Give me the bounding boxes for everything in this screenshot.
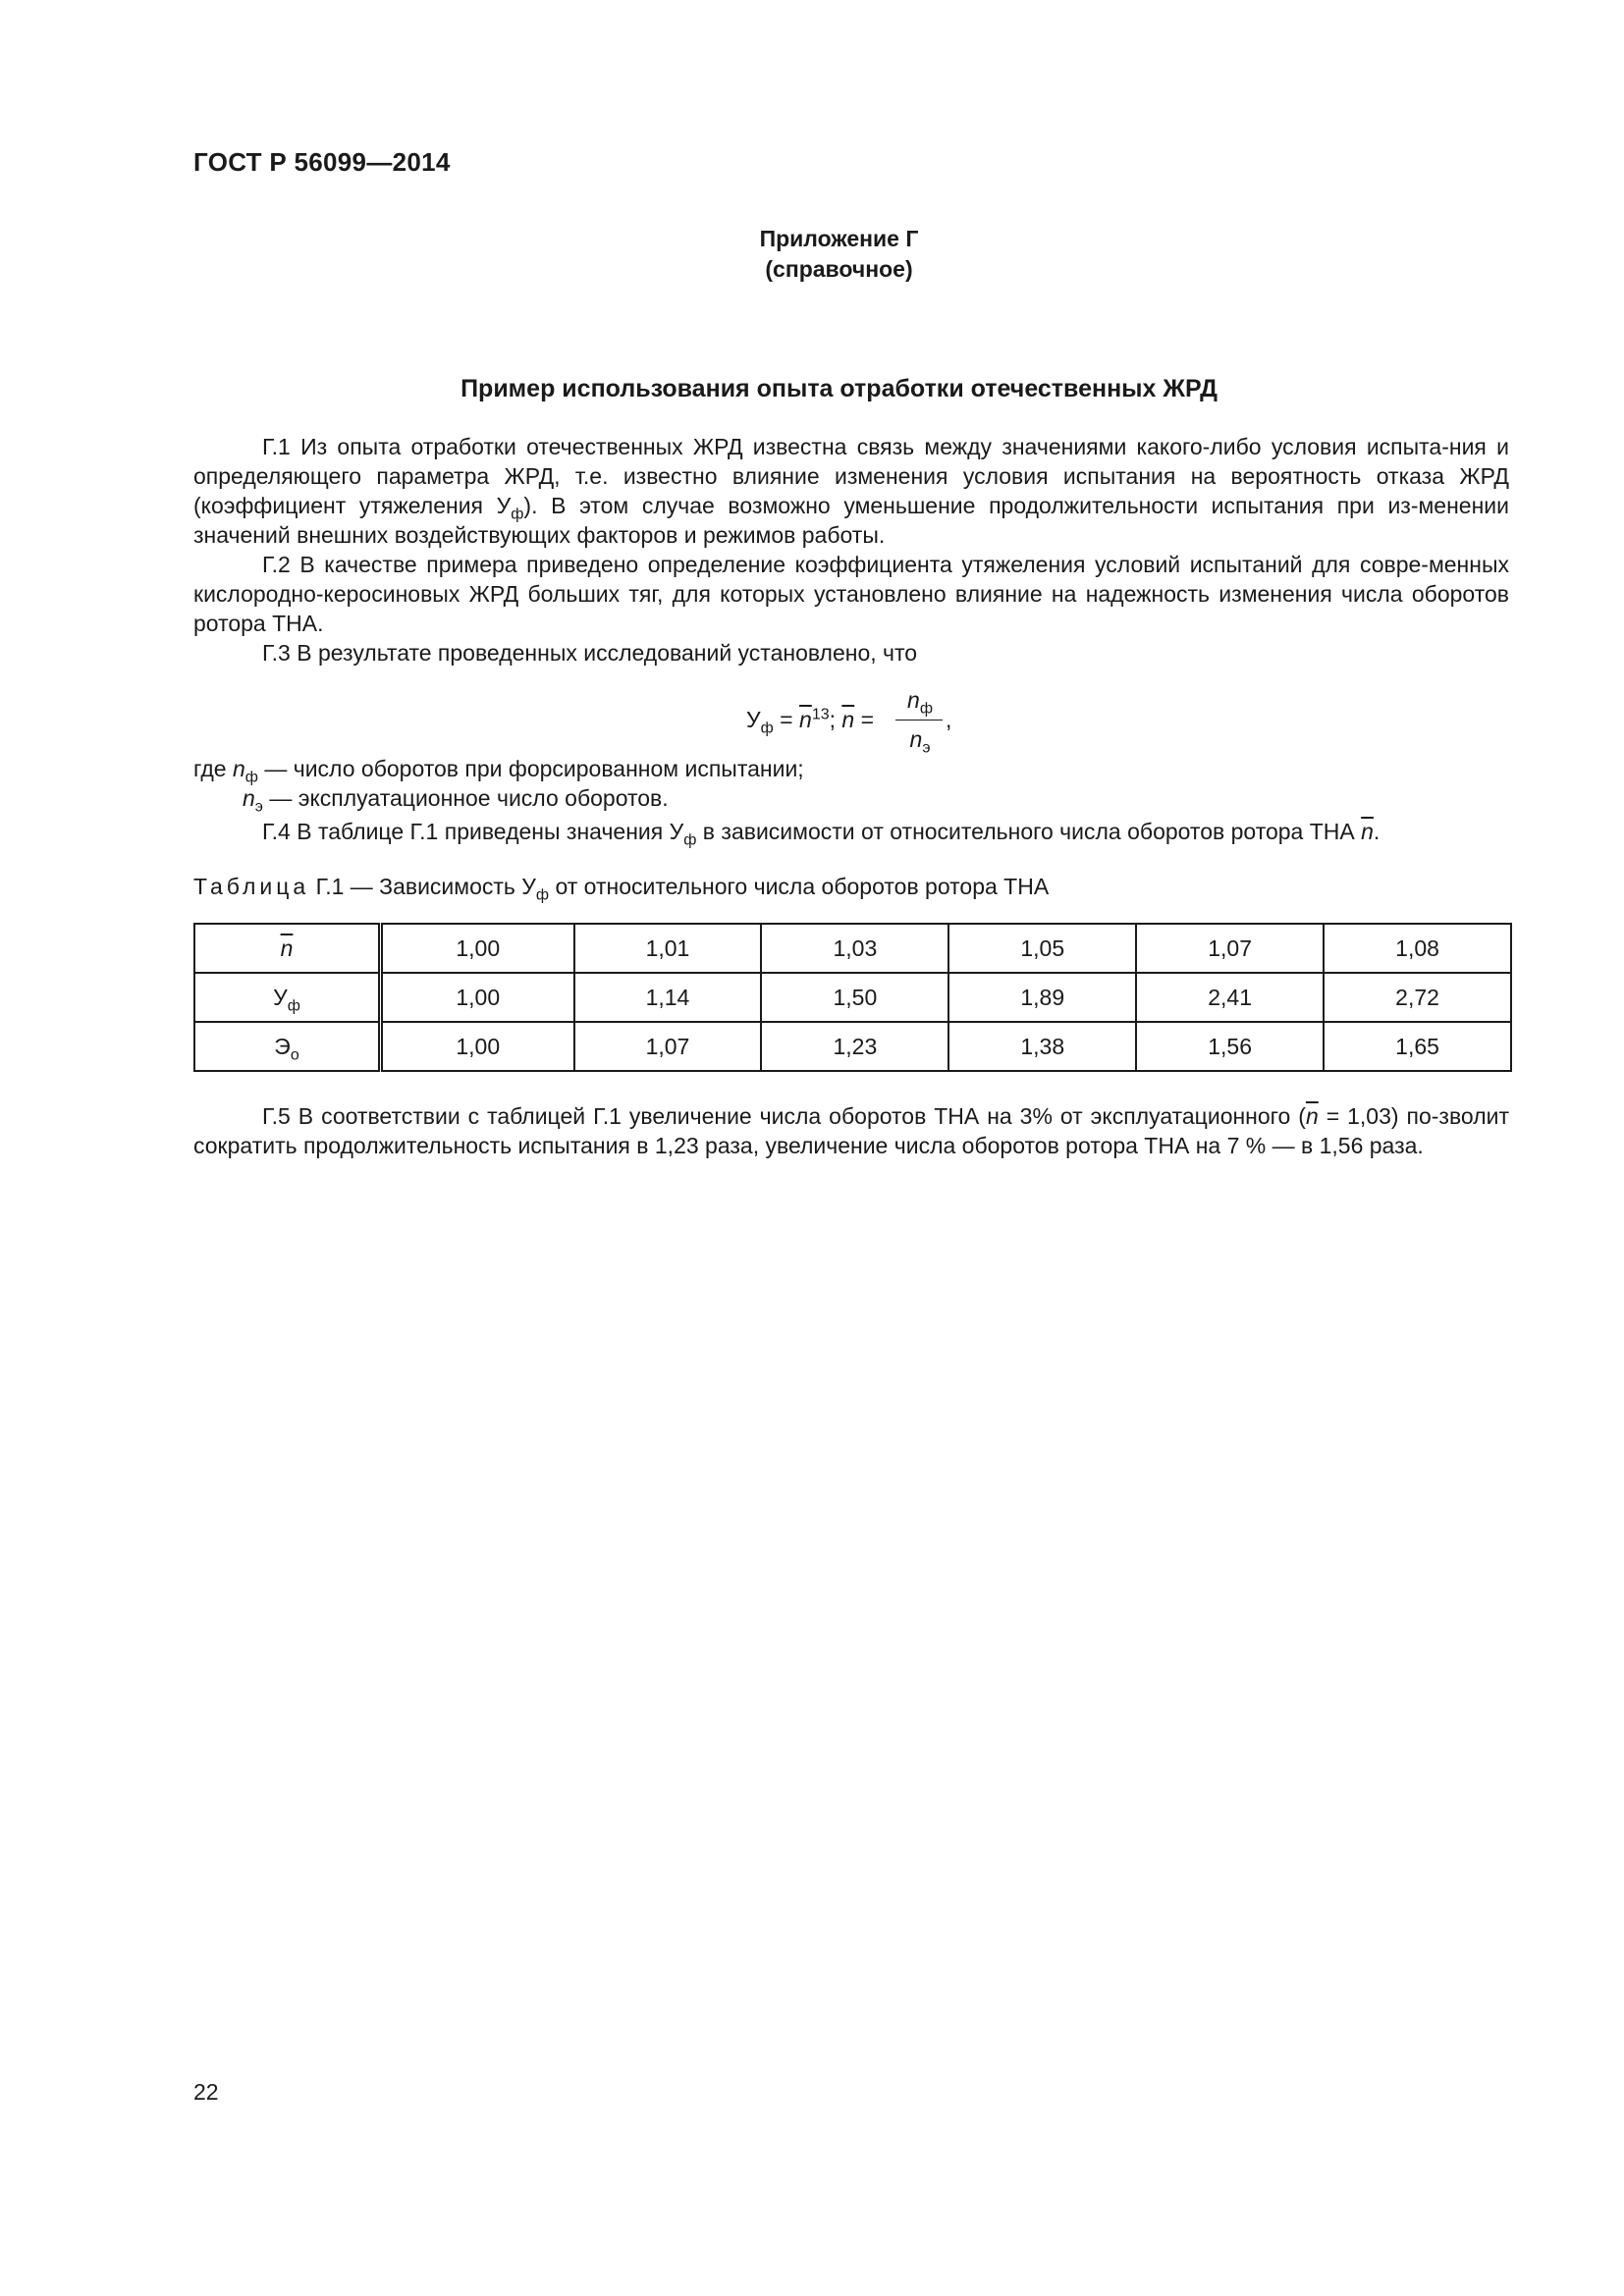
row-header — [194, 924, 381, 973]
row-header-subscript: о — [290, 1046, 299, 1064]
caption-text-b: от относительного числа оборотов ротора ТНА — [549, 874, 1050, 899]
table-cell: 1,01 — [574, 924, 762, 973]
table-cell: 1,50 — [761, 973, 948, 1022]
table-body — [194, 924, 1511, 1071]
den-n: n — [909, 726, 923, 752]
table-cell: 2,41 — [1136, 973, 1324, 1022]
appendix-label: Приложение Г — [759, 226, 919, 251]
row-header-symbol: $\overline{n}$ — [280, 934, 294, 961]
paragraph-g5 — [193, 1101, 1509, 1160]
legend-text-2: — эксплуатационное число оборотов. — [262, 785, 669, 811]
formula — [746, 687, 1001, 756]
formula-u: У — [746, 707, 761, 732]
table-cell: 1,38 — [948, 1022, 1136, 1071]
g1-subscript: ф — [511, 506, 524, 523]
appendix-heading — [0, 224, 1624, 285]
row-header — [194, 1022, 381, 1071]
table-cell: 1,00 — [381, 973, 574, 1022]
legend-var-1: n — [232, 756, 245, 781]
row-header-symbol: Э — [274, 1033, 291, 1059]
g4-text-a: Г.4 В таблице Г.1 приведены значения У — [262, 819, 684, 844]
formula-eq: = — [773, 707, 800, 732]
fraction-bar — [895, 720, 943, 721]
row-header — [194, 973, 381, 1022]
paragraph-g2: Г.2 В качестве примера приведено определение коэффициента утяжеления условий испытаний для совре-менных кислородно-керосиновых ЖРД больших тяг, для которых установлено влияние на надежность изменения числа оборотов ротора ТНА. — [193, 552, 1509, 636]
formula-u-sub: ф — [760, 720, 774, 737]
appendix-type: (справочное) — [765, 256, 913, 282]
row-header-symbol: У — [273, 984, 288, 1010]
section-title: Пример использования опыта отработки отечественных ЖРД — [460, 375, 1218, 402]
g4-text-b: в зависимости от относительного числа оборотов ротора ТНА — [696, 819, 1362, 844]
g5-text-b: = 1,03) по-зволит сократить продолжительность испытания в 1,23 раза, увеличение числа оборотов ротора ТНА на 7 % — в 1,56 раза. — [193, 1103, 1510, 1158]
formula-sep: ; — [829, 707, 842, 732]
table-cell: 1,05 — [948, 924, 1136, 973]
table-cell: 1,89 — [948, 973, 1136, 1022]
formula-exp: 13 — [811, 706, 830, 723]
legend-line-1 — [193, 754, 1509, 786]
legend-line-2 — [193, 783, 1509, 816]
table-cell: 1,65 — [1324, 1022, 1511, 1071]
data-table — [193, 923, 1512, 1072]
g1-text-b: ). В этом случае возможно уменьшение продолжительности испытания при из-менении значений внешних воздействующих факторов и режимов работы. — [193, 493, 1509, 548]
formula-lhs — [746, 706, 875, 737]
fraction-denominator — [895, 726, 945, 757]
table-cell: 1,56 — [1136, 1022, 1324, 1071]
table-cell: 1,07 — [1136, 924, 1324, 973]
document-header: ГОСТ Р 56099—2014 — [193, 147, 451, 177]
caption-word: Таблица — [193, 874, 310, 899]
caption-sub: ф — [535, 886, 550, 904]
num-n: n — [907, 687, 920, 713]
table-cell: 1,08 — [1324, 924, 1511, 973]
formula-n2-bar: $\overline{n}$ — [841, 707, 855, 732]
table-cell: 1,14 — [574, 973, 762, 1022]
paragraph-g1 — [193, 432, 1509, 550]
table-cell: 2,72 — [1324, 973, 1511, 1022]
table-row — [194, 1022, 1511, 1071]
formula-eq2: = — [854, 707, 875, 732]
g5-n-bar: $\overline{n}$ — [1305, 1103, 1319, 1129]
g4-n-bar: $\overline{n}$ — [1361, 819, 1374, 844]
legend-sub-1: ф — [244, 769, 258, 786]
g4-sub: ф — [683, 831, 697, 849]
legend-text-1: — число оборотов при форсированном испытании; — [257, 756, 804, 781]
table-cell: 1,00 — [381, 924, 574, 973]
row-header-subscript: ф — [287, 997, 300, 1015]
table-caption — [193, 874, 1050, 904]
num-sub: ф — [919, 700, 933, 718]
legend-where: где — [193, 756, 233, 781]
fraction-numerator — [895, 687, 945, 718]
paragraph-g4 — [193, 817, 1509, 849]
formula-comma: , — [946, 707, 952, 732]
formula-legend — [193, 754, 1509, 816]
legend-var-2: n — [243, 785, 255, 811]
table-cell: 1,07 — [574, 1022, 762, 1071]
table-cell: 1,23 — [761, 1022, 948, 1071]
table-cell: 1,03 — [761, 924, 948, 973]
paragraph-g3: Г.3 В результате проведенных исследований установлено, что — [262, 640, 918, 666]
table-row — [194, 973, 1511, 1022]
body-text — [193, 432, 1509, 667]
legend-sub-2: э — [254, 798, 263, 816]
g1-text-a: Г.1 Из опыта отработки отечественных ЖРД известна связь между значениями какого-либо условия испыта-ния и определяющего параметра ЖРД, т.е. известно влияние изменения условия испытания на вероятность отказа ЖРД (коэффициент утяжеления У — [193, 434, 1509, 518]
table-row — [194, 924, 1511, 973]
formula-n-bar: $\overline{n}$ — [799, 707, 812, 732]
g5-text-a: Г.5 В соответствии с таблицей Г.1 увеличение числа оборотов ТНА на 3% от эксплуатационного ( — [262, 1103, 1306, 1129]
g4-end: . — [1373, 819, 1380, 844]
page-number: 22 — [193, 2079, 219, 2105]
table-cell: 1,00 — [381, 1022, 574, 1071]
caption-text-a: Г.1 — Зависимость У — [309, 874, 536, 899]
den-sub: э — [922, 739, 931, 757]
